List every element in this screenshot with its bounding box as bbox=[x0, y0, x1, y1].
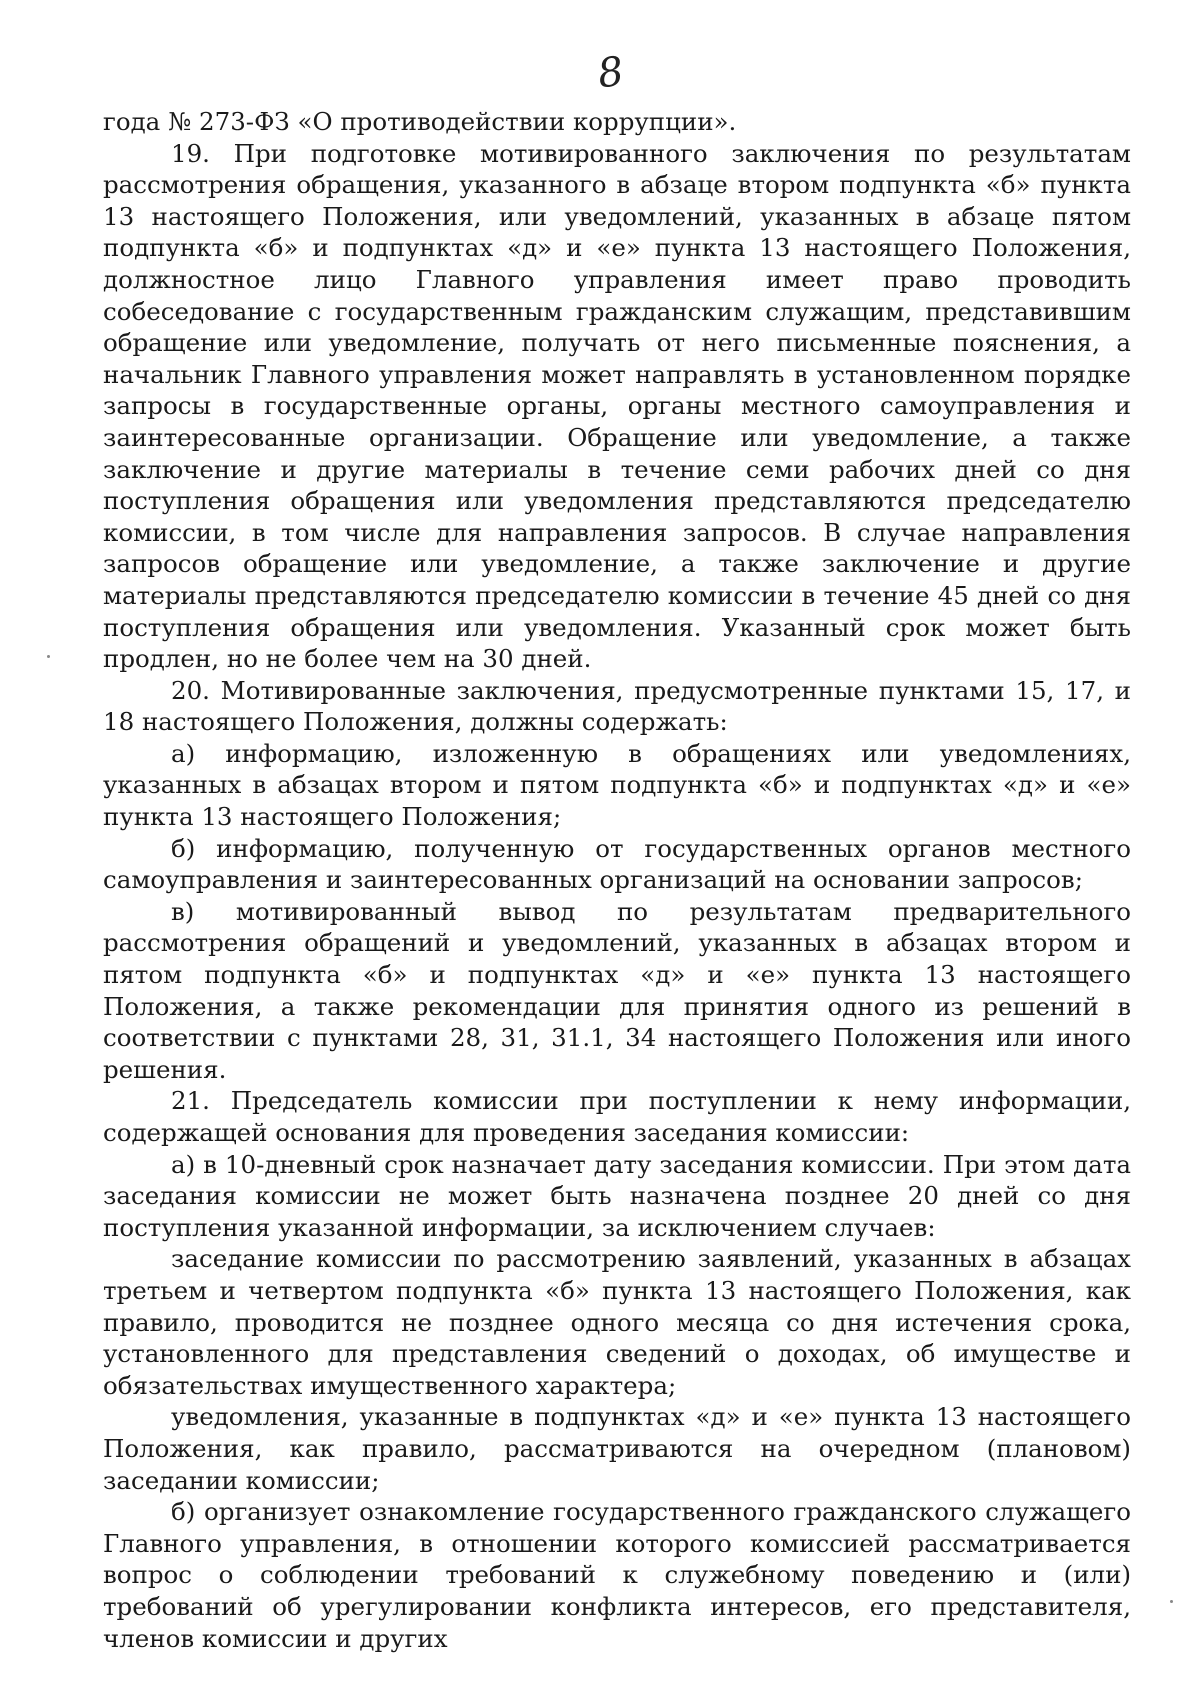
scan-speck bbox=[1170, 1600, 1173, 1603]
paragraph-continuation: года № 273-ФЗ «О противодействии коррупции». bbox=[103, 107, 737, 136]
paragraph-item-20v: в) мотивированный вывод по результатам предварительного рассмотрения обращений и уведомлений, указанных в абзацах втором и пятом подпункта «б» и подпунктах «д» и «е» пункта 13 настоящего Положения, а также рекомендации для принятия одного из решений в соответствии с пунктами 28, 31, 31.1, 34 настоящего Положения или иного решения. bbox=[103, 896, 1131, 1084]
paragraph-item-21a-exception-2: уведомления, указанные в подпунктах «д» и «е» пункта 13 настоящего Положения, как правило, рассматриваются на очередном (плановом) заседании комиссии; bbox=[103, 1402, 1131, 1495]
paragraph-item-20b: б) информацию, полученную от государственных органов местного самоуправления и заинтересованных организаций на основании запросов; bbox=[103, 833, 1131, 895]
paragraph-item-21a-exception-1: заседание комиссии по рассмотрению заявлений, указанных в абзацах третьем и четвертом подпункта «б» пункта 13 настоящего Положения, как правило, проводится не позднее одного месяца со дня истечения срока, установленного для представления сведений о доходах, об имуществе и обязательствах имущественного характера; bbox=[103, 1244, 1131, 1400]
paragraph-item-19: 19. При подготовке мотивированного заключения по результатам рассмотрения обращения, указанного в абзаце втором подпункта «б» пункта 13 настоящего Положения, или уведомлений, указанных в абзаце пятом подпункта «б» и подпунктах «д» и «е» пункта 13 настоящего Положения, должностное лицо Главного управления имеет право проводить собеседование с государственным гражданским служащим, представившим обращение или уведомление, получать от него письменные пояснения, а начальник Главного управления может направлять в установленном порядке запросы в государственные органы, органы местного самоуправления и заинтересованные организации. Обращение или уведомление, а также заключение и другие материалы в течение семи рабочих дней со дня поступления обращения или уведомления представляются председателю комиссии, в том числе для направления запросов. В случае направления запросов обращение или уведомление, а также заключение и другие материалы представляются председателю комиссии в течение 45 дней со дня поступления обращения или уведомления. Указанный срок может быть продлен, но не более чем на 30 дней. bbox=[103, 138, 1131, 674]
document-body bbox=[103, 106, 1131, 1654]
paragraph-item-20: 20. Мотивированные заключения, предусмотренные пунктами 15, 17, и 18 настоящего Положения, должны содержать: bbox=[103, 675, 1131, 737]
paragraph-item-21: 21. Председатель комиссии при поступлении к нему информации, содержащей основания для проведения заседания комиссии: bbox=[103, 1086, 1131, 1147]
scan-speck bbox=[47, 655, 50, 658]
paragraph-item-20a: а) информацию, изложенную в обращениях или уведомлениях, указанных в абзацах втором и пятом подпункта «б» и подпунктах «д» и «е» пункта 13 настоящего Положения; bbox=[103, 738, 1131, 832]
paragraph-item-21b: б) организует ознакомление государственного гражданского служащего Главного управления, в отношении которого комиссией рассматривается вопрос о соблюдении требований к служебному поведению и (или) требований об урегулировании конфликта интересов, его представителя, членов комиссии и других bbox=[103, 1497, 1131, 1653]
paragraph-item-21a: а) в 10-дневный срок назначает дату заседания комиссии. При этом дата заседания комиссии не может быть назначена позднее 20 дней со дня поступления указанной информации, за исключением случаев: bbox=[103, 1149, 1131, 1242]
page-number: 8 bbox=[594, 48, 627, 98]
